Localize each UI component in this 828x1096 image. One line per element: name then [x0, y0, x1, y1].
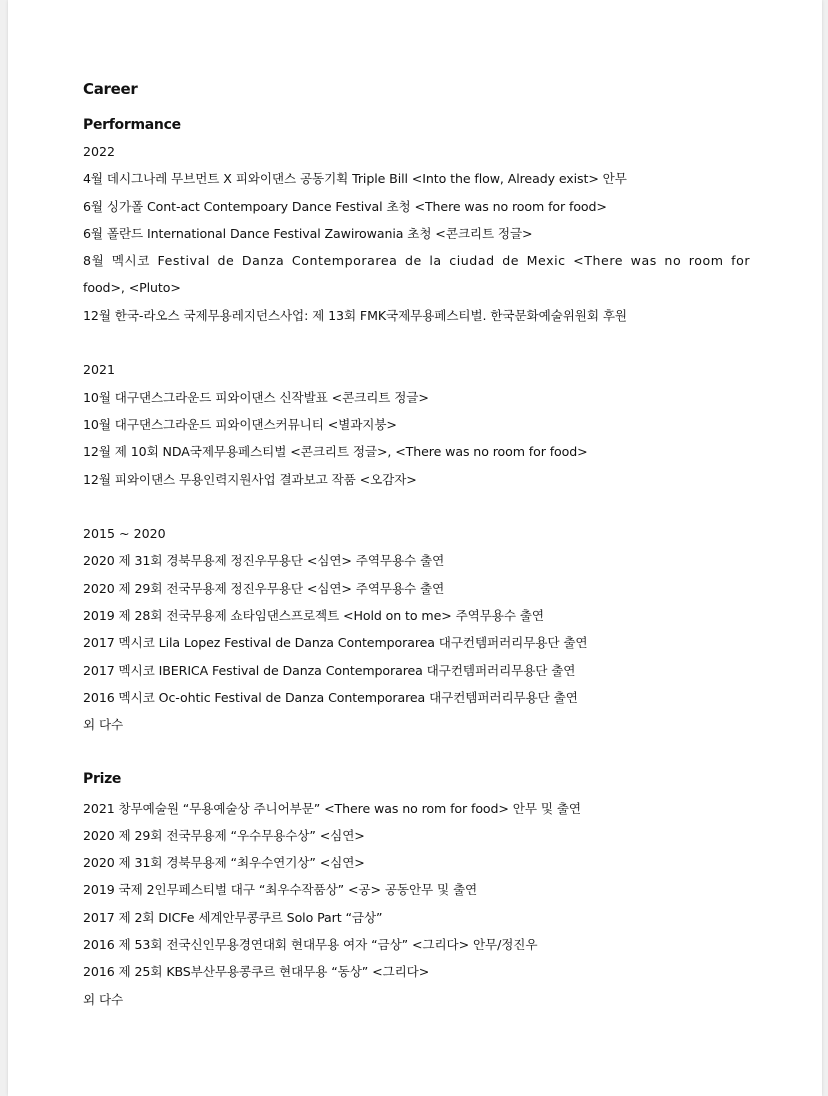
list-item: 2020 제 31회 경북무용제 정진우무용단 <심연> 주역무용수 출연 — [83, 553, 445, 569]
year-2022: 2022 — [83, 144, 116, 159]
year-2021: 2021 — [83, 362, 116, 378]
list-item: 외 다수 — [83, 717, 124, 733]
spacer — [83, 329, 763, 356]
list-item: 2019 국제 2인무페스티벌 대구 “최우수작품상” <공> 공동안무 및 출연 — [83, 882, 478, 898]
list-item: 2016 제 53회 전국신인무용경연대회 현대무용 여자 “금상” <그리다> 안무/정진우 — [83, 937, 538, 953]
list-item: 4월 데시그나레 무브먼트 X 피와이댄스 공동기획 Triple Bill <Into the flow, Already exist> 안무 — [83, 171, 627, 187]
spacer — [83, 739, 763, 766]
list-item: 6월 폴란드 International Dance Festival Zawirowania 초청 <콘크리트 정글> — [83, 225, 533, 241]
year-2015-2020: 2015 ~ 2020 — [83, 526, 166, 542]
list-item: 10월 대구댄스그라운드 피와이댄스 신작발표 <콘크리트 정글> — [83, 389, 429, 405]
list-item: 2016 멕시코 Oc-ohtic Festival de Danza Contemporarea 대구컨템퍼러리무용단 출연 — [83, 689, 578, 705]
performance-heading: Performance — [83, 117, 181, 133]
list-item: 12월 한국-라오스 국제무용레지던스사업: 제 13회 FMK국제무용페스티벌. 한국문화예술위원회 후원 — [83, 307, 627, 323]
document-page — [8, 0, 822, 1096]
career-title: Career — [83, 80, 138, 98]
list-item: 2017 멕시코 Lila Lopez Festival de Danza Contemporarea 대구컨템퍼러리무용단 출연 — [83, 635, 588, 651]
list-item: 8월 멕시코 Festival de Danza Contemporarea de la ciudad de Mexic <There was no room for — [83, 253, 751, 269]
prize-heading: Prize — [83, 770, 122, 787]
career-content — [83, 76, 763, 1013]
list-item: 6월 싱가폴 Cont-act Contempoary Dance Festival 초청 <There was no room for food> — [83, 198, 607, 214]
spacer — [83, 493, 763, 520]
list-item: 12월 제 10회 NDA국제무용페스티벌 <콘크리트 정글>, <There was no room for food> — [83, 444, 588, 460]
list-item: 2021 창무예술원 “무용예술상 주니어부문” <There was no rom for food> 안무 및 출연 — [83, 800, 581, 816]
list-item: 2016 제 25회 KBS부산무용콩쿠르 현대무용 “동상” <그리다> — [83, 964, 430, 980]
list-item: 12월 피와이댄스 무용인력지원사업 결과보고 작품 <오감자> — [83, 471, 417, 487]
list-item: 외 다수 — [83, 991, 124, 1007]
list-item: 2020 제 29회 전국무용제 “우수무용수상” <심연> — [83, 827, 365, 843]
list-item: 2020 제 29회 전국무용제 정진우무용단 <심연> 주역무용수 출연 — [83, 580, 445, 596]
list-item: 2019 제 28회 전국무용제 쇼타임댄스프로젝트 <Hold on to me> 주역무용수 출연 — [83, 608, 544, 624]
list-item: 2020 제 31회 경북무용제 “최우수연기상” <심연> — [83, 855, 365, 871]
list-item: 2017 제 2회 DICFe 세계안무콩쿠르 Solo Part “금상” — [83, 909, 383, 925]
list-item: food>, <Pluto> — [83, 280, 181, 296]
list-item: 10월 대구댄스그라운드 피와이댄스커뮤니티 <별과지붕> — [83, 416, 397, 432]
list-item: 2017 멕시코 IBERICA Festival de Danza Contemporarea 대구컨템퍼러리무용단 출연 — [83, 662, 576, 678]
